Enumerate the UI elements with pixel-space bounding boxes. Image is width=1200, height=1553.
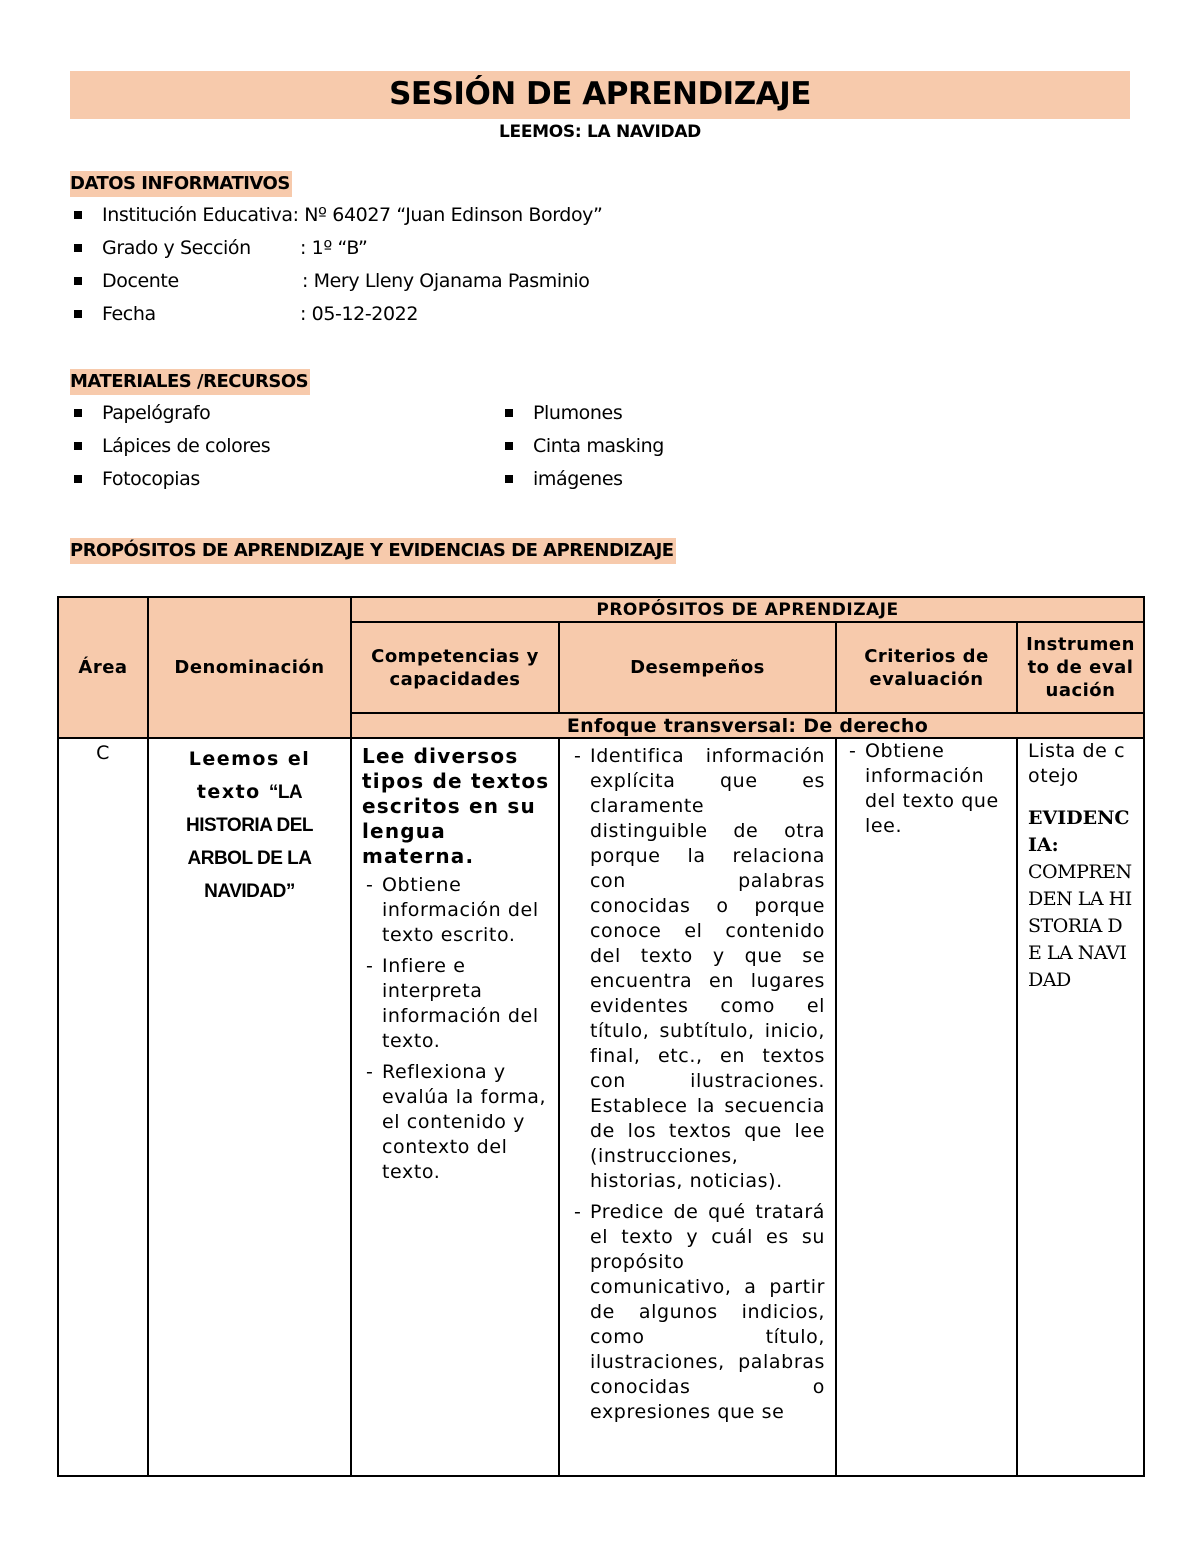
desempeno-item: - Identifica información explícita que es claramente distinguible de otra porque la relaciona con palabras conocidas o porque conoce el contenido del texto y que se encuentra en lugares evidentes como el título, subtítulo, inicio, final, etc., en textos con ilustraciones. Establece la secuencia de los textos que lee (instrucciones, historias, noticias). (570, 744, 825, 1194)
bullet-icon (74, 277, 82, 285)
propositos-heading: PROPÓSITOS DE APRENDIZAJE Y EVIDENCIAS DE APRENDIZAJE (70, 538, 676, 564)
area-cell: C (58, 738, 148, 1476)
bullet-icon (74, 409, 82, 417)
criterios-cell (836, 738, 1017, 1476)
denominacion-cell: Leemos el texto “LA HISTORIA DEL ARBOL DE LA NAVIDAD” (148, 738, 351, 1476)
desempeno-item: - Predice de qué tratará el texto y cuál es su propósito comunicativo, a partir de algunos indicios, como título, ilustraciones, palabras conocidas o expresiones que se (570, 1200, 825, 1425)
instrumento-cell (1017, 738, 1144, 1476)
instrumento-text: Lista de cotejo (1028, 740, 1126, 787)
bullet-icon (74, 475, 82, 483)
bullet-icon (505, 409, 513, 417)
bullet-icon (74, 211, 82, 219)
page-title: SESIÓN DE APRENDIZAJE (389, 76, 811, 112)
competencia-text: Lee diversos tipos de textos escritos en su lengua materna. (362, 744, 550, 868)
header-criterios: Criterios de evaluación (836, 622, 1017, 713)
header-denominacion: Denominación (148, 597, 351, 738)
propositos-table (57, 596, 1145, 1477)
bullet-icon (505, 442, 513, 450)
datos-heading: DATOS INFORMATIVOS (70, 171, 292, 197)
bullet-icon (74, 310, 82, 318)
header-area: Área (58, 597, 148, 738)
capacidad-item: - Reflexiona y evalúa la forma, el contenido y contexto del texto. (362, 1060, 552, 1185)
evidencia-text: COMPRENDEN LA HISTORIA DE LA NAVIDAD (1028, 861, 1132, 991)
bullet-icon (74, 244, 82, 252)
evidencia-label: EVIDENCIA: (1028, 807, 1130, 856)
competencias-cell (351, 738, 559, 1476)
header-desempenos: Desempeños (559, 622, 836, 713)
bullet-icon (505, 475, 513, 483)
page-subtitle: LEEMOS: LA NAVIDAD (499, 122, 701, 142)
bullet-icon (74, 442, 82, 450)
header-competencias: Competencias y capacidades (351, 622, 559, 713)
enfoque-transversal: Enfoque transversal: De derecho (351, 713, 1144, 738)
header-propositos: PROPÓSITOS DE APRENDIZAJE (351, 597, 1144, 622)
materiales-heading: MATERIALES /RECURSOS (70, 369, 310, 395)
desempenos-cell (559, 738, 836, 1476)
capacidad-item: - Infiere e interpreta información del texto. (362, 954, 552, 1054)
criterio-item: - Obtiene información del texto que lee. (845, 739, 1008, 839)
header-instrumento: Instrumento de evaluación (1017, 622, 1144, 713)
capacidad-item: - Obtiene información del texto escrito. (362, 873, 552, 948)
